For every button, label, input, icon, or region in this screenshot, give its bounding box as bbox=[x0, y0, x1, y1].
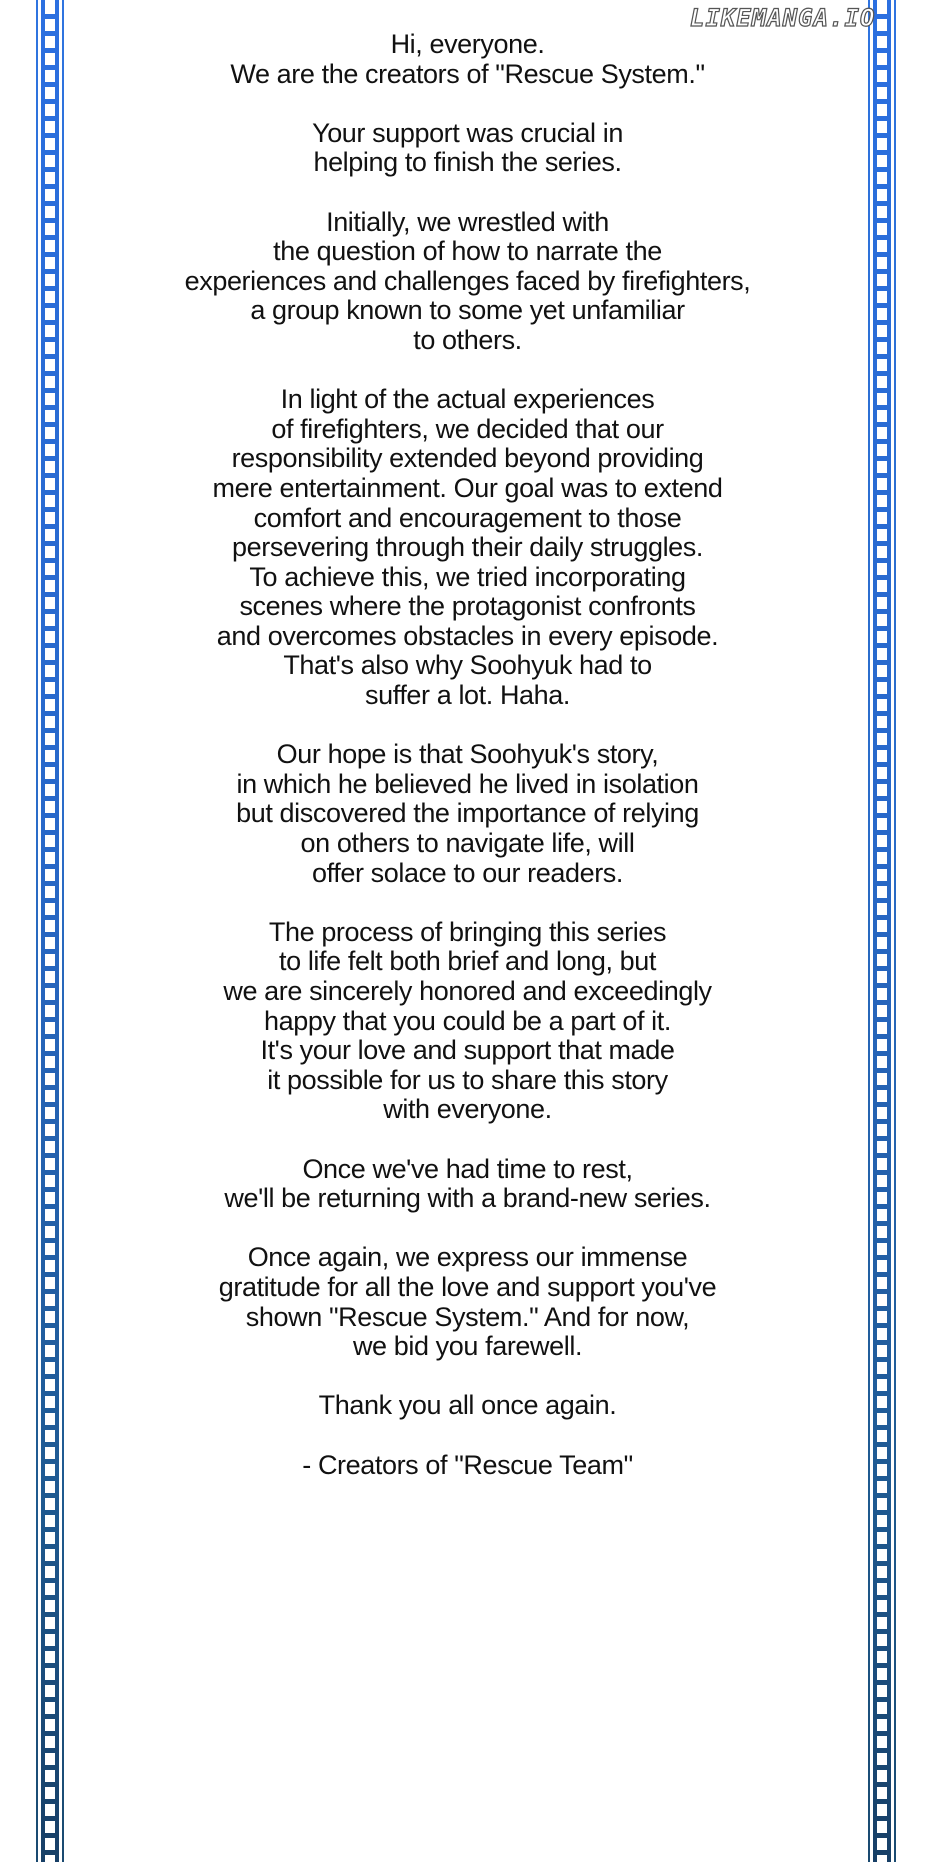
film-perforations bbox=[45, 0, 55, 1862]
text-line: offer solace to our readers. bbox=[312, 857, 623, 888]
signature bbox=[70, 1451, 865, 1481]
text-line: scenes where the protagonist confronts bbox=[239, 591, 696, 622]
text-line: we are sincerely honored and exceedingly bbox=[223, 976, 712, 1006]
letter-paragraph bbox=[70, 1243, 865, 1361]
letter-paragraph bbox=[70, 30, 865, 89]
paragraph-spacer bbox=[70, 1421, 865, 1451]
border-hairline bbox=[62, 0, 64, 1862]
text-line: happy that you could be a part of it. bbox=[264, 1005, 671, 1036]
text-line: suffer a lot. Haha. bbox=[364, 680, 571, 711]
text-line: with everyone. bbox=[383, 1094, 552, 1125]
text-line: in which he believed he lived in isolation bbox=[236, 768, 699, 799]
text-line: Hi, everyone. bbox=[390, 29, 545, 59]
paragraph-spacer bbox=[70, 1125, 865, 1155]
text-line: we bid you farewell. bbox=[352, 1331, 583, 1362]
afterword-letter bbox=[70, 30, 865, 1480]
text-line: helping to finish the series. bbox=[313, 147, 622, 178]
text-line: gratitude for all the love and support you've bbox=[218, 1271, 717, 1302]
text-line: In light of the actual experiences bbox=[280, 384, 655, 415]
text-line: Once again, we express our immense bbox=[247, 1242, 688, 1273]
text-line: responsibility extended beyond providing bbox=[231, 443, 704, 474]
letter-paragraph bbox=[70, 918, 865, 1125]
letter-paragraph bbox=[70, 740, 865, 888]
paragraph-spacer bbox=[70, 89, 865, 119]
text-line: mere entertainment. Our goal was to extend bbox=[212, 472, 723, 503]
text-line: to others. bbox=[413, 324, 522, 355]
left-film-strip-border bbox=[35, 0, 65, 1862]
text-line: on others to navigate life, will bbox=[300, 828, 635, 859]
text-line: to life felt both brief and long, but bbox=[279, 946, 656, 977]
border-hairline bbox=[868, 0, 870, 1862]
letter-paragraph bbox=[70, 119, 865, 178]
letter-paragraph bbox=[70, 385, 865, 711]
border-hairline bbox=[894, 0, 896, 1862]
site-watermark: LIKEMANGA.IO bbox=[690, 4, 876, 32]
text-line: a group known to some yet unfamiliar bbox=[250, 295, 685, 326]
text-line: The process of bringing this series bbox=[268, 916, 667, 947]
paragraph-spacer bbox=[70, 356, 865, 386]
border-band bbox=[873, 0, 891, 1862]
text-line: we'll be returning with a brand-new series. bbox=[224, 1183, 711, 1214]
text-line: Thank you all once again. bbox=[318, 1390, 617, 1421]
paragraph-spacer bbox=[70, 711, 865, 741]
paragraph-spacer bbox=[70, 1362, 865, 1392]
text-line: but discovered the importance of relying bbox=[236, 798, 699, 829]
film-perforations bbox=[877, 0, 887, 1862]
border-hairline bbox=[36, 0, 38, 1862]
paragraph-spacer bbox=[70, 178, 865, 208]
text-line: To achieve this, we tried incorporating bbox=[249, 561, 686, 592]
letter-paragraph bbox=[70, 1391, 865, 1421]
letter-paragraph bbox=[70, 1155, 865, 1214]
text-line: comfort and encouragement to those bbox=[253, 502, 682, 533]
text-line: It's your love and support that made bbox=[260, 1035, 675, 1066]
text-line: the question of how to narrate the bbox=[273, 236, 662, 267]
letter-paragraph bbox=[70, 208, 865, 356]
text-line: That's also why Soohyuk had to bbox=[283, 650, 652, 681]
paragraph-spacer bbox=[70, 888, 865, 918]
text-line: it possible for us to share this story bbox=[267, 1064, 668, 1095]
right-film-strip-border bbox=[867, 0, 897, 1862]
paragraph-spacer bbox=[70, 1214, 865, 1244]
text-line: Our hope is that Soohyuk's story, bbox=[276, 739, 659, 770]
border-band bbox=[41, 0, 59, 1862]
text-line: of firefighters, we decided that our bbox=[271, 413, 664, 444]
text-line: shown "Rescue System." And for now, bbox=[245, 1301, 690, 1332]
text-line: Your support was crucial in bbox=[312, 117, 623, 148]
text-line: Initially, we wrestled with bbox=[326, 206, 609, 237]
text-line: - Creators of "Rescue Team" bbox=[302, 1449, 633, 1480]
text-line: Once we've had time to rest, bbox=[302, 1153, 633, 1184]
text-line: and overcomes obstacles in every episode. bbox=[216, 620, 719, 651]
text-line: persevering through their daily struggles. bbox=[232, 532, 703, 563]
text-line: experiences and challenges faced by firefighters, bbox=[184, 265, 751, 296]
text-line: We are the creators of "Rescue System." bbox=[230, 58, 705, 89]
